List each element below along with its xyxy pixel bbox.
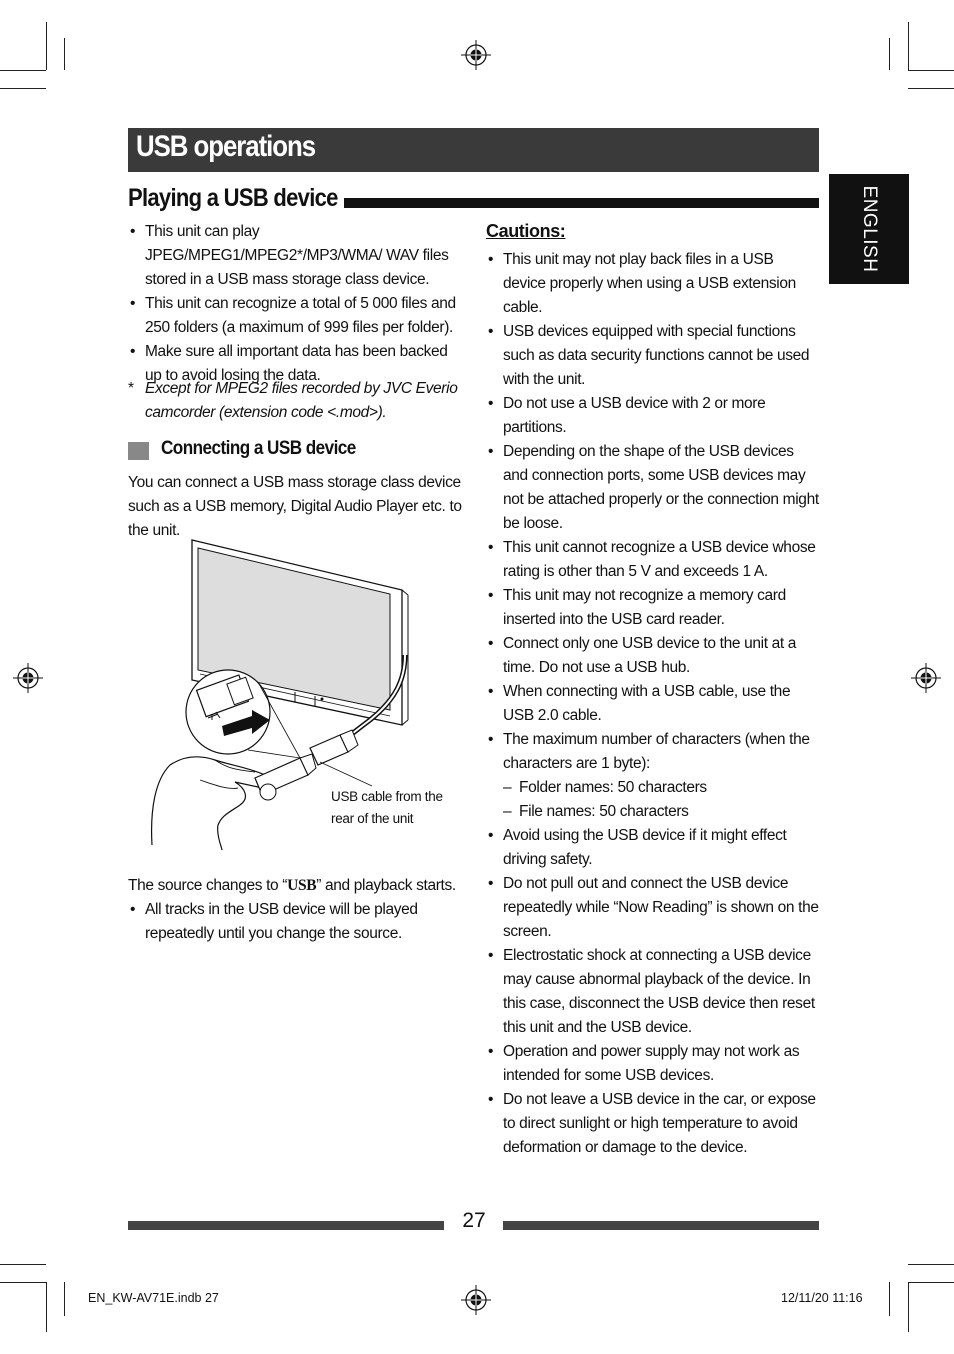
registration-mark-icon [461, 40, 491, 70]
list-item-text: Electrostatic shock at connecting a USB device may cause abnormal playback of the device. In this case, disconnect the USB device then reset this unit and the USB device. [503, 947, 815, 1036]
list-item-text: Make sure all important data has been backed up to avoid losing the data. [145, 343, 448, 384]
footer-rule-left [128, 1221, 444, 1230]
crop-mark [0, 1282, 46, 1283]
section-title: Playing a USB device [128, 184, 338, 212]
footnote-text: Except for MPEG2 files recorded by JVC Everio camcorder (extension code <.mod>). [145, 380, 458, 421]
language-tab-label: ENGLISH [859, 185, 880, 273]
list-item-text: File names: 50 characters [519, 803, 689, 820]
crop-mark [908, 88, 954, 89]
page-title-banner [128, 128, 819, 172]
list-item-text: Do not leave a USB device in the car, or expose to direct sunlight or high temperature to avoid deformation or damage to the device. [503, 1091, 816, 1156]
list-item [486, 392, 820, 440]
crop-mark [64, 1282, 65, 1316]
list-item [486, 776, 820, 800]
list-item [486, 584, 820, 632]
subheading-marker [128, 442, 149, 460]
intro-bullets [128, 220, 463, 388]
list-item-text: This unit can play JPEG/MPEG1/MPEG2*/MP3/WMA/ WAV files stored in a USB mass storage class device. [145, 223, 449, 288]
crop-mark [889, 38, 890, 70]
list-item-text: Avoid using the USB device if it might effect driving safety. [503, 827, 787, 868]
list-item [486, 680, 820, 728]
crop-mark [889, 1282, 890, 1316]
list-item [128, 220, 463, 292]
list-item [486, 536, 820, 584]
source-text-post: ” and playback starts. [316, 877, 456, 894]
crop-mark [0, 70, 46, 71]
cautions-list [486, 248, 820, 1160]
list-item [486, 872, 820, 944]
footnote [128, 377, 463, 425]
illustration-caption: USB cable from the rear of the unit [331, 789, 443, 826]
list-item [486, 440, 820, 536]
crop-mark [0, 1264, 46, 1265]
crop-mark [908, 22, 909, 70]
crop-mark [46, 22, 47, 70]
page-title: USB operations [136, 130, 316, 163]
list-item [486, 824, 820, 872]
list-item-text: Operation and power supply may not work as intended for some USB devices. [503, 1043, 800, 1084]
list-item [486, 1040, 820, 1088]
crop-mark [908, 1282, 954, 1283]
list-item-text: Depending on the shape of the USB devices and connection ports, some USB devices may not be attached properly or the connection might be loose. [503, 443, 819, 532]
language-tab [829, 174, 909, 284]
footer-rule-right [503, 1221, 819, 1230]
list-item-text: USB devices equipped with special functions such as data security functions cannot be used with the unit. [503, 323, 810, 388]
section-title-rule [344, 198, 819, 208]
crop-mark [46, 1282, 47, 1332]
list-item-text: This unit may not recognize a memory card inserted into the USB card reader. [503, 587, 786, 628]
crop-mark [908, 1282, 909, 1332]
crop-mark [908, 1264, 954, 1265]
crop-mark [908, 70, 954, 71]
registration-mark-icon [461, 1285, 491, 1315]
source-change-text [128, 874, 463, 946]
list-item-text: Connect only one USB device to the unit at a time. Do not use a USB hub. [503, 635, 797, 676]
list-item [486, 728, 820, 776]
list-item [486, 248, 820, 320]
list-item [128, 292, 463, 340]
page-number: 27 [462, 1209, 486, 1232]
list-item-text: The maximum number of characters (when the characters are 1 byte): [503, 731, 810, 772]
list-item [486, 632, 820, 680]
crop-mark [64, 38, 65, 70]
list-item-text: This unit cannot recognize a USB device whose rating is other than 5 V and exceeds 1 A. [503, 539, 816, 580]
list-item [486, 944, 820, 1040]
source-name: USB [287, 877, 317, 894]
list-item-text: When connecting with a USB cable, use the USB 2.0 cable. [503, 683, 791, 724]
source-text-pre: The source changes to “ [128, 877, 288, 894]
list-item-text: Do not pull out and connect the USB device repeatedly while “Now Reading” is shown on the screen. [503, 875, 819, 940]
registration-mark-icon [911, 663, 941, 693]
list-item [486, 800, 820, 824]
list-item-text: Folder names: 50 characters [519, 779, 707, 796]
footnote-mark: * [128, 380, 134, 397]
list-item [486, 1088, 820, 1160]
crop-mark [0, 88, 46, 89]
registration-mark-icon [13, 663, 43, 693]
list-item-text: This unit may not play back files in a USB device properly when using a USB extension cable. [503, 251, 796, 316]
list-item [128, 898, 463, 946]
list-item [486, 320, 820, 392]
list-item-text: This unit can recognize a total of 5 000 files and 250 folders (a maximum of 999 files per folder). [145, 295, 456, 336]
connect-text: You can connect a USB mass storage class device such as a USB memory, Digital Audio Player etc. to the unit. [128, 474, 462, 539]
playback-bullet-text: All tracks in the USB device will be played repeatedly until you change the source. [145, 901, 418, 942]
cautions-title: Cautions: [486, 221, 566, 241]
subheading-connecting-usb: Connecting a USB device [161, 438, 356, 459]
list-item-text: Do not use a USB device with 2 or more partitions. [503, 395, 766, 436]
print-slug-left: EN_KW-AV71E.indb 27 [88, 1291, 219, 1305]
print-slug-right: 12/11/20 11:16 [781, 1291, 863, 1305]
